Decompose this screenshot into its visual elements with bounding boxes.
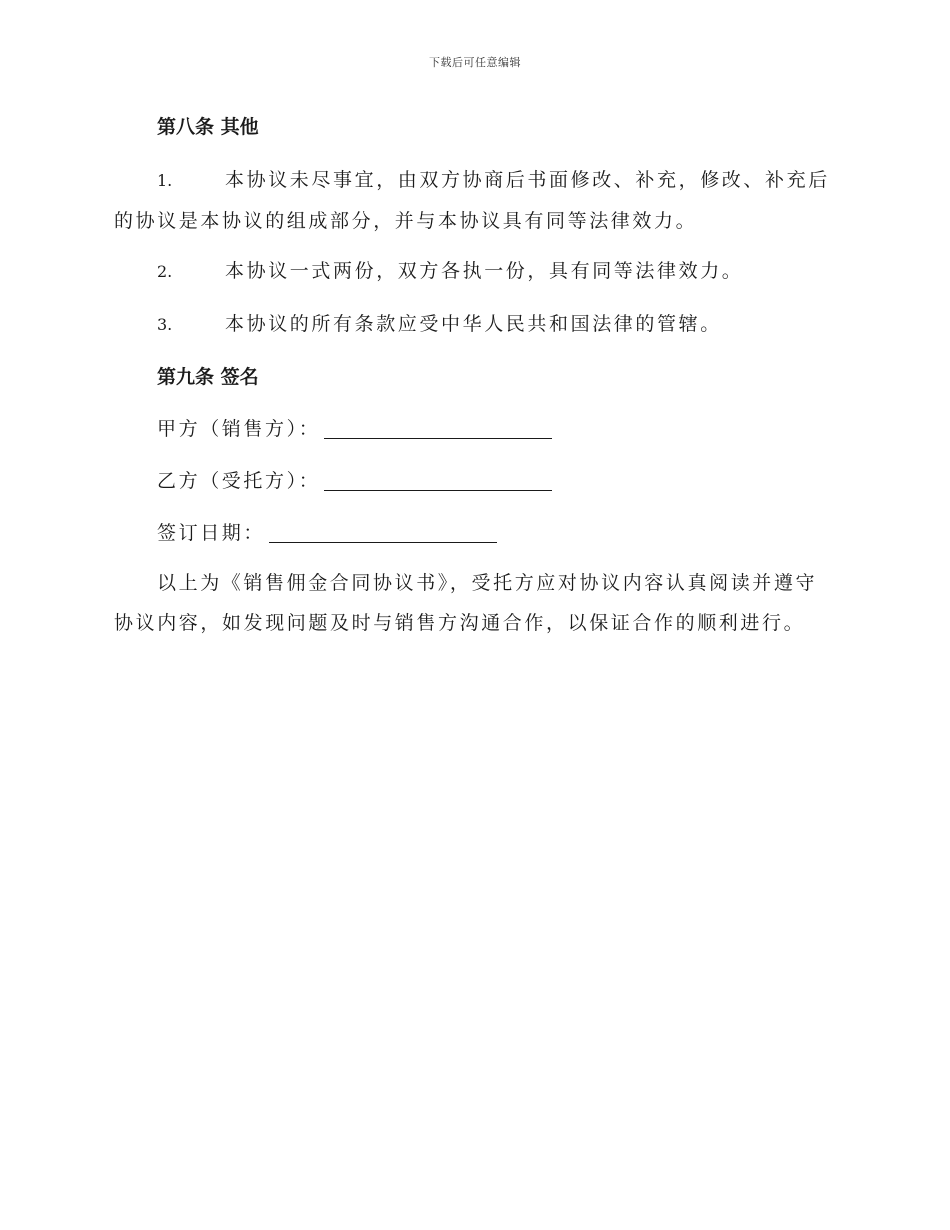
document-body xyxy=(114,112,834,643)
item-text: 本协议未尽事宜，由双方协商后书面修改、补充，修改、补充后的协议是本协议的组成部分，并与本协议具有同等法律效力。 xyxy=(114,169,830,232)
item-text: 本协议的所有条款应受中华人民共和国法律的管辖。 xyxy=(225,313,722,335)
party-b-signature-line[interactable] xyxy=(324,470,552,491)
section-8-item-1 xyxy=(114,160,834,241)
item-number: 3. xyxy=(157,315,173,334)
party-b-signature-row xyxy=(114,466,834,496)
party-a-label: 甲方（销售方）： xyxy=(157,418,321,440)
section-8-item-2 xyxy=(114,256,834,287)
item-number: 2. xyxy=(157,262,173,281)
party-a-signature-line[interactable] xyxy=(324,418,552,439)
signing-date-label: 签订日期： xyxy=(157,522,266,544)
section-9-heading: 第九条 签名 xyxy=(157,366,259,388)
signing-date-row xyxy=(114,518,834,548)
party-a-signature-row xyxy=(114,414,834,444)
party-b-label: 乙方（受托方）： xyxy=(157,470,321,492)
item-number: 1. xyxy=(157,171,173,190)
section-8-heading: 第八条 其他 xyxy=(157,116,259,138)
page-header: 下载后可任意编辑 xyxy=(429,56,521,69)
closing-paragraph: 以上为《销售佣金合同协议书》，受托方应对协议内容认真阅读并遵守协议内容，如发现问题及时与销售方沟通合作，以保证合作的顺利进行。 xyxy=(114,572,818,634)
section-8-item-3 xyxy=(114,309,834,340)
item-text: 本协议一式两份，双方各执一份，具有同等法律效力。 xyxy=(225,260,744,282)
signing-date-line[interactable] xyxy=(269,522,497,543)
